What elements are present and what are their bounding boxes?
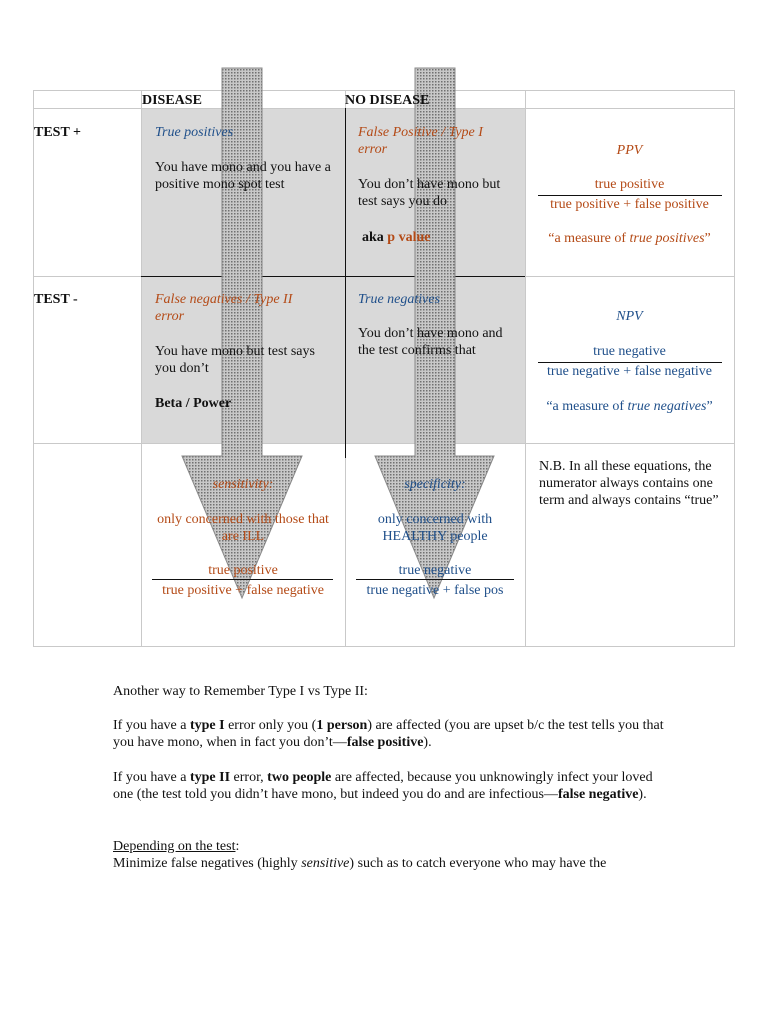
- nb-note: N.B. In all these equations, the numerator always contains one term and always contains “true”: [539, 459, 719, 508]
- false-negatives-desc: You have mono but test says you don’t: [155, 344, 315, 376]
- p5-c: ) such as to catch everyone who may have the: [349, 856, 607, 871]
- p2-d: 1 person: [316, 718, 368, 733]
- p2-c: error only you (: [224, 718, 317, 733]
- p3-f: false negative: [557, 787, 639, 802]
- p5-a: Minimize false negatives (highly: [113, 856, 302, 871]
- depending-heading: Depending on the test: [113, 839, 236, 854]
- p2-f: false positive: [346, 735, 424, 750]
- false-negatives-title: False negatives / Type II error: [155, 292, 293, 324]
- ppv-numerator: true positive: [594, 177, 665, 192]
- sensitivity-numerator: true positive: [208, 563, 278, 578]
- ppv-note-prefix: “a measure of: [548, 231, 630, 246]
- depending-colon: :: [235, 839, 240, 854]
- specificity-title: specificity:: [404, 477, 466, 492]
- npv-note: [525, 398, 734, 415]
- header-disease: DISEASE: [142, 93, 202, 108]
- ppv-title: PPV: [616, 143, 643, 158]
- aka-prefix: aka: [362, 230, 384, 245]
- p3-d: two people: [267, 770, 332, 785]
- specificity-numerator: true negative: [398, 563, 472, 578]
- sensitivity-desc: only concerned with those that are ILL: [157, 512, 329, 544]
- p3-c: error,: [230, 770, 268, 785]
- beta-power: Beta / Power: [155, 396, 232, 411]
- specificity-desc: only concerned with HEALTHY people: [377, 512, 493, 544]
- true-negatives-title: True negatives: [358, 292, 441, 307]
- p2-b: type I: [189, 718, 225, 733]
- p3-b: type II: [189, 770, 231, 785]
- npv-numerator: true negative: [593, 344, 666, 359]
- true-negatives-desc: You don’t have mono and the test confirms that: [358, 326, 503, 358]
- sensitivity-fraction-bar: [152, 579, 333, 580]
- npv-note-emphasis: true negatives: [627, 399, 707, 414]
- ppv-note-emphasis: true positives: [629, 231, 705, 246]
- row-label-test-negative: TEST -: [34, 292, 78, 307]
- true-positives-desc: You have mono and you have a positive mono spot test: [155, 160, 331, 192]
- true-positives-title: True positives: [155, 125, 234, 140]
- p-value-term: p value: [387, 230, 431, 245]
- npv-note-prefix: “a measure of: [546, 399, 628, 414]
- aka-p-value: [362, 229, 430, 246]
- p3-e: are affected, because you unknowingly infect your loved one (the test told you didn’t have mono, but indeed you do and are infectious—: [113, 770, 653, 802]
- npv-denominator: true negative + false negative: [547, 364, 712, 379]
- npv-note-suffix: ”: [706, 399, 713, 414]
- notes-type-two: [113, 769, 673, 803]
- p3-a: If you have a: [113, 770, 190, 785]
- notes-intro: Another way to Remember Type I vs Type II:: [113, 684, 368, 699]
- sensitivity-title: sensitivity:: [212, 477, 274, 492]
- p5-b: sensitive: [301, 856, 350, 871]
- ppv-denominator: true positive + false positive: [550, 197, 709, 212]
- p3-g: ).: [638, 787, 647, 802]
- notes-depending-heading: [113, 838, 673, 855]
- ppv-note: [525, 230, 734, 247]
- notes-type-one: [113, 717, 673, 751]
- specificity-denominator: true negative + false pos: [366, 583, 504, 598]
- specificity-fraction-bar: [356, 579, 514, 580]
- false-positive-desc: You don’t have mono but test says you do: [358, 177, 501, 209]
- notes-minimize: [113, 855, 713, 872]
- sensitivity-denominator: true positive + false negative: [162, 583, 324, 598]
- false-positive-title: False Positive / Type I error: [358, 125, 483, 157]
- p2-a: If you have a: [113, 718, 190, 733]
- p2-g: ).: [423, 735, 432, 750]
- p2-e: ) are affected (you are upset b/c the test tells you that you have mono, when in fact you don’t—: [113, 718, 664, 750]
- ppv-note-suffix: ”: [704, 231, 711, 246]
- npv-title: NPV: [616, 309, 643, 324]
- header-no-disease: NO DISEASE: [345, 93, 430, 108]
- row-label-test-positive: TEST +: [34, 125, 82, 140]
